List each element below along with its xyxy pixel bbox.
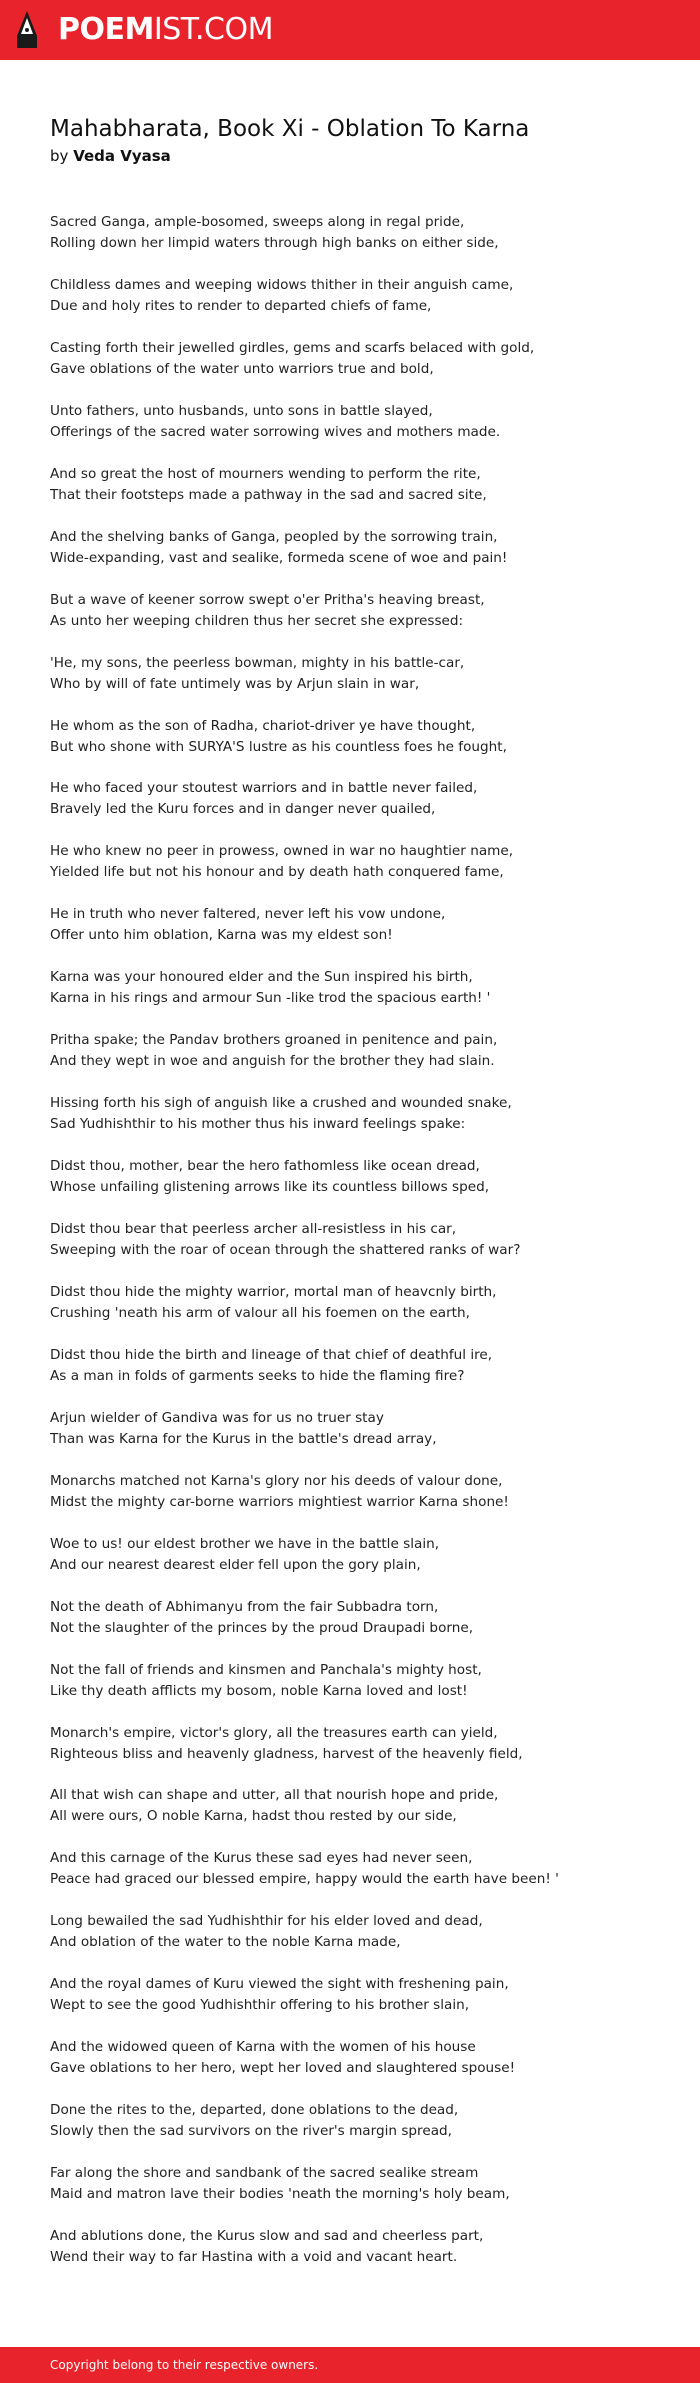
poem-stanza xyxy=(50,1723,660,1765)
poem-line: He whom as the son of Radha, chariot-driver ye have thought, xyxy=(50,717,476,734)
poem-line: And the shelving banks of Ganga, peopled by the sorrowing train, xyxy=(50,528,498,545)
author-link[interactable]: Veda Vyasa xyxy=(73,147,171,165)
logo-text-bold: POEM xyxy=(58,12,154,47)
poem-stanza xyxy=(50,1471,660,1513)
poem-line: Didst thou hide the birth and lineage of that chief of deathful ire, xyxy=(50,1346,493,1363)
poem-line: And our nearest dearest elder fell upon the gory plain, xyxy=(50,1556,421,1573)
poem-line: Arjun wielder of Gandiva was for us no truer stay xyxy=(50,1409,384,1426)
poem-stanza xyxy=(50,527,660,569)
poem-stanza xyxy=(50,1219,660,1261)
poem-line: Hissing forth his sigh of anguish like a crushed and wounded snake, xyxy=(50,1095,512,1112)
poem-line: Maid and matron lave their bodies 'neath the morning's holy beam, xyxy=(50,2186,510,2203)
poem-line: But a wave of keener sorrow swept o'er Pritha's heaving breast, xyxy=(50,591,485,608)
poem-line: Midst the mighty car-borne warriors mightiest warrior Karna shone! xyxy=(50,1493,509,1510)
poem-stanza xyxy=(50,1597,660,1639)
poem-line: As unto her weeping children thus her secret she expressed: xyxy=(50,612,464,629)
poem-line: And the royal dames of Kuru viewed the sight with freshening pain, xyxy=(50,1976,509,1993)
poem-line: 'He, my sons, the peerless bowman, mighty in his battle-car, xyxy=(50,654,465,671)
poem-stanza xyxy=(50,1030,660,1072)
poem-body xyxy=(50,212,660,2268)
poem-stanza xyxy=(50,1282,660,1324)
poem-stanza xyxy=(50,1534,660,1576)
poem-line: All were ours, O noble Karna, hadst thou rested by our side, xyxy=(50,1808,457,1825)
site-logo-text xyxy=(58,10,273,50)
poem-line: Crushing 'neath his arm of valour all his foemen on the earth, xyxy=(50,1304,470,1321)
logo-text-light: IST.COM xyxy=(153,12,273,47)
poem-line: Karna in his rings and armour Sun -like trod the spacious earth! ' xyxy=(50,990,491,1007)
poem-stanza xyxy=(50,841,660,883)
poem-line: Gave oblations to her hero, wept her loved and slaughtered spouse! xyxy=(50,2060,516,2077)
poem-line: And the widowed queen of Karna with the women of his house xyxy=(50,2039,476,2056)
poem-line: Gave oblations of the water unto warriors true and bold, xyxy=(50,360,434,377)
poem-line: Long bewailed the sad Yudhishthir for his elder loved and dead, xyxy=(50,1913,483,1930)
poem-stanza xyxy=(50,1093,660,1135)
poem-line: He who faced your stoutest warriors and in battle never failed, xyxy=(50,780,478,797)
poem-line: Like thy death afflicts my bosom, noble Karna loved and lost! xyxy=(50,1682,468,1699)
poem-line: Yielded life but not his honour and by death hath conquered fame, xyxy=(50,864,504,881)
poem-line: Wept to see the good Yudhishthir offering to his brother slain, xyxy=(50,1997,470,2014)
poem-stanza xyxy=(50,1345,660,1387)
poem-stanza xyxy=(50,1660,660,1702)
poem-stanza xyxy=(50,653,660,695)
poem-line: He in truth who never faltered, never left his vow undone, xyxy=(50,906,446,923)
poem-stanza xyxy=(50,338,660,380)
poem-line: Offerings of the sacred water sorrowing wives and mothers made. xyxy=(50,423,501,440)
copyright-text: Copyright belong to their respective owners. xyxy=(50,2358,319,2372)
poem-stanza xyxy=(50,1785,660,1827)
poem-stanza xyxy=(50,1156,660,1198)
poem-line: Bravely led the Kuru forces and in danger never quailed, xyxy=(50,801,436,818)
poem-line: But who shone with SURYA'S lustre as his countless foes he fought, xyxy=(50,738,507,755)
poem-content xyxy=(50,114,660,2289)
poem-line: Childless dames and weeping widows thither in their anguish came, xyxy=(50,276,514,293)
poem-stanza xyxy=(50,778,660,820)
poem-line: And ablutions done, the Kurus slow and sad and cheerless part, xyxy=(50,2228,484,2244)
site-logo-link[interactable] xyxy=(16,10,273,50)
poem-stanza xyxy=(50,1848,660,1890)
poem-stanza xyxy=(50,2037,660,2079)
poem-line: Righteous bliss and heavenly gladness, harvest of the heavenly field, xyxy=(50,1745,523,1762)
poem-line: Far along the shore and sandbank of the sacred sealike stream xyxy=(50,2165,479,2182)
poem-line: Rolling down her limpid waters through high banks on either side, xyxy=(50,235,499,251)
poem-line: Woe to us! our eldest brother we have in the battle slain, xyxy=(50,1535,440,1552)
site-footer xyxy=(0,2347,700,2383)
poem-stanza xyxy=(50,212,660,254)
poem-line: Casting forth their jewelled girdles, gems and scarfs belaced with gold, xyxy=(50,339,535,356)
poem-line: Wend their way to far Hastina with a void and vacant heart. xyxy=(50,2249,458,2265)
poem-line: Not the death of Abhimanyu from the fair Subbadra torn, xyxy=(50,1598,439,1615)
site-header xyxy=(0,0,700,60)
poem-title: Mahabharata, Book Xi - Oblation To Karna xyxy=(50,116,530,142)
poem-line: Wide-expanding, vast and sealike, formeda scene of woe and pain! xyxy=(50,549,508,566)
poem-line: Sacred Ganga, ample-bosomed, sweeps along in regal pride, xyxy=(50,214,465,230)
poem-line: Unto fathers, unto husbands, unto sons in battle slayed, xyxy=(50,402,433,419)
poem-stanza xyxy=(50,2226,660,2268)
poem-stanza xyxy=(50,1974,660,2016)
poem-line: Whose unfailing glistening arrows like its countless billows sped, xyxy=(50,1179,490,1196)
poem-line: Slowly then the sad survivors on the river's margin spread, xyxy=(50,2123,452,2140)
poem-byline xyxy=(50,146,660,166)
poem-stanza xyxy=(50,464,660,506)
poem-line: Didst thou, mother, bear the hero fathomless like ocean dread, xyxy=(50,1158,480,1175)
poem-line: Pritha spake; the Pandav brothers groaned in penitence and pain, xyxy=(50,1032,498,1049)
poem-line: He who knew no peer in prowess, owned in war no haughtier name, xyxy=(50,843,514,860)
poem-line: Didst thou bear that peerless archer all-resistless in his car, xyxy=(50,1221,457,1237)
poem-line: Karna was your honoured elder and the Sun inspired his birth, xyxy=(50,969,473,986)
poem-line: Offer unto him oblation, Karna was my eldest son! xyxy=(50,927,393,944)
poem-line: Monarch's empire, victor's glory, all the treasures earth can yield, xyxy=(50,1724,498,1741)
poem-stanza xyxy=(50,1911,660,1953)
poem-line: Peace had graced our blessed empire, happy would the earth have been! ' xyxy=(50,1871,559,1888)
poem-line: Monarchs matched not Karna's glory nor his deeds of valour done, xyxy=(50,1472,503,1489)
poem-stanza xyxy=(50,2100,660,2142)
poem-line: As a man in folds of garments seeks to hide the flaming fire? xyxy=(50,1367,465,1384)
by-label: by xyxy=(50,147,69,165)
poem-line: And so great the host of mourners wending to perform the rite, xyxy=(50,465,481,482)
poem-stanza xyxy=(50,590,660,632)
poem-line: Not the fall of friends and kinsmen and Panchala's mighty host, xyxy=(50,1661,482,1678)
poem-line: Sweeping with the roar of ocean through the shattered ranks of war? xyxy=(50,1242,521,1258)
poem-line: That their footsteps made a pathway in the sad and sacred site, xyxy=(50,486,487,503)
poem-stanza xyxy=(50,967,660,1009)
poem-line: Didst thou hide the mighty warrior, mortal man of heavcnly birth, xyxy=(50,1283,497,1300)
poem-stanza xyxy=(50,275,660,317)
poem-line: And oblation of the water to the noble Karna made, xyxy=(50,1934,401,1951)
poem-stanza xyxy=(50,401,660,443)
poem-line: And this carnage of the Kurus these sad eyes had never seen, xyxy=(50,1850,473,1867)
poem-line: Not the slaughter of the princes by the proud Draupadi borne, xyxy=(50,1619,474,1636)
poem-stanza xyxy=(50,1408,660,1450)
poem-line: All that wish can shape and utter, all that nourish hope and pride, xyxy=(50,1787,499,1804)
poem-stanza xyxy=(50,904,660,946)
poem-line: Due and holy rites to render to departed chiefs of fame, xyxy=(50,297,432,314)
poem-stanza xyxy=(50,2163,660,2205)
poem-line: Who by will of fate untimely was by Arjun slain in war, xyxy=(50,675,420,692)
pen-nib-icon xyxy=(16,10,38,50)
poem-stanza xyxy=(50,716,660,758)
poem-line: Done the rites to the, departed, done oblations to the dead, xyxy=(50,2102,459,2119)
poem-line: Than was Karna for the Kurus in the battle's dread array, xyxy=(50,1430,437,1447)
poem-line: Sad Yudhishthir to his mother thus his inward feelings spake: xyxy=(50,1116,466,1133)
poem-line: And they wept in woe and anguish for the brother they had slain. xyxy=(50,1053,495,1070)
